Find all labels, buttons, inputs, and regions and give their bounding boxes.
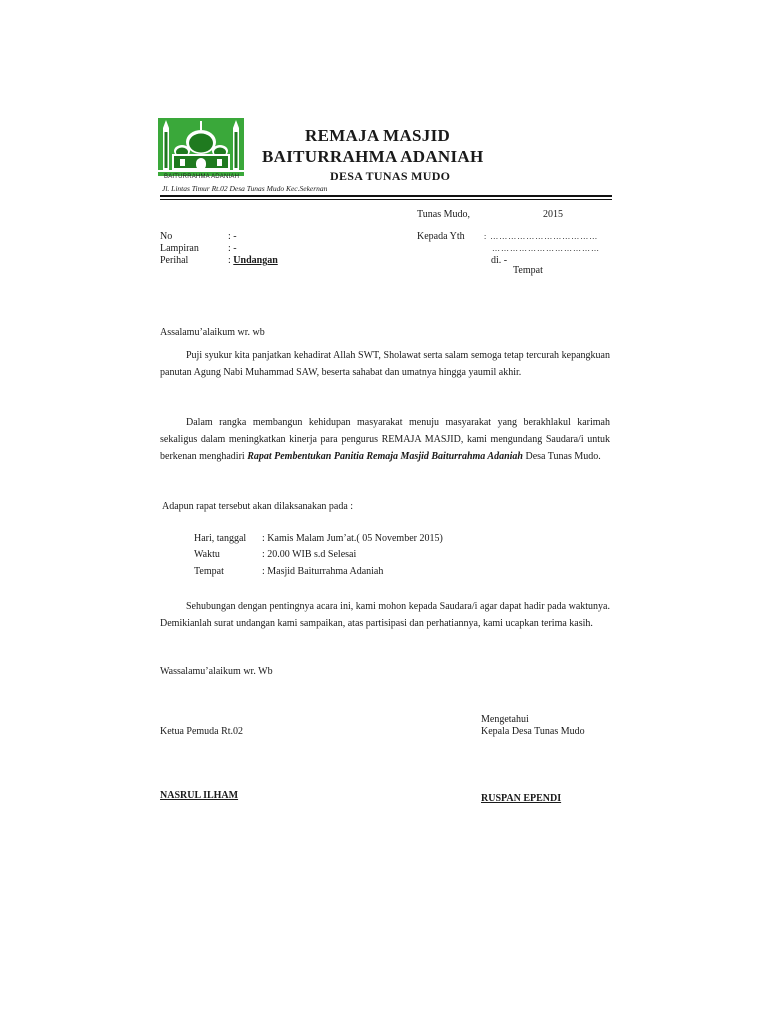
- letter-place: Tunas Mudo,: [417, 209, 470, 220]
- paragraph-opening-text: Puji syukur kita panjatkan kehadirat Allah SWT, Sholawat serta salam semoga tetap tercurah kepangkuan panutan Agung Nabi Muhammad SAW, beserta sahabat dan umatnya hingga yaumil akhir.: [160, 350, 610, 378]
- greeting: Assalamu’alaikum wr. wb: [160, 327, 265, 338]
- recipient-line-2: ………………………………: [492, 244, 600, 253]
- closing-greeting: Wassalamu’alaikum wr. Wb: [160, 666, 273, 677]
- paragraph-invitation: [160, 414, 610, 465]
- logo-caption: BAITURRAHMA ADANIAH: [164, 174, 240, 180]
- paragraph-invitation-end: Desa Tunas Mudo.: [522, 451, 601, 462]
- paragraph-invitation-text: Dalam rangka membangun kehidupan masyarakat menuju masyarakat yang berakhlakul karimah sekaligus dalam meningkatkan kinerja para pengurus REMAJA MASJID, kami mengundang Saudara/i untuk berkenan menghadiri: [160, 417, 610, 462]
- letterhead-organization: BAITURRAHMA ADANIAH: [262, 147, 484, 166]
- number-value: : -: [228, 231, 237, 242]
- recipient-label: Kepada Yth: [417, 231, 465, 242]
- meeting-name: Rapat Pembentukan Panitia Remaja Masjid Baiturrahma Adaniah: [247, 451, 523, 462]
- recipient-place: Tempat: [513, 265, 543, 276]
- signatory-right-title: Kepala Desa Tunas Mudo: [481, 726, 585, 737]
- letterhead-address: Jl. Lintas Timur Rt.02 Desa Tunas Mudo Kec.Sekernan: [162, 184, 328, 193]
- acknowledged-label: Mengetahui: [481, 714, 529, 725]
- detail-time-label: Waktu: [194, 549, 220, 560]
- subject-colon: :: [228, 255, 231, 266]
- signatory-left-title: Ketua Pemuda Rt.02: [160, 726, 244, 737]
- detail-place-value: : Masjid Baiturrahma Adaniah: [262, 566, 384, 577]
- subject-label: Perihal: [160, 255, 189, 266]
- signatory-right-name: RUSPAN EPENDI: [481, 793, 562, 804]
- subject-text: Undangan: [233, 255, 278, 266]
- attachment-value: : -: [228, 243, 237, 254]
- paragraph-opening: [160, 347, 610, 381]
- recipient-at: di. -: [491, 255, 508, 266]
- paragraph-closing: [160, 598, 610, 632]
- detail-time-value: : 20.00 WIB s.d Selesai: [262, 549, 357, 560]
- letterhead-title: REMAJA MASJID: [305, 126, 451, 145]
- letterhead-divider: [160, 195, 612, 200]
- recipient-line-1: : ………………………………: [484, 232, 599, 241]
- detail-day-value: : Kamis Malam Jum’at.( 05 November 2015): [262, 533, 443, 544]
- letterhead-village: DESA TUNAS MUDO: [330, 169, 451, 183]
- detail-day-label: Hari, tanggal: [194, 533, 247, 544]
- detail-place-label: Tempat: [194, 566, 224, 577]
- paragraph-closing-text: Sehubungan dengan pentingnya acara ini, kami mohon kepada Saudara/i agar dapat hadir pada waktunya. Demikianlah surat undangan kami sampaikan, atas partisipasi dan perhatiannya, kami ucapkan terima kasih.: [160, 601, 610, 629]
- subject-value: [228, 255, 278, 267]
- letter-year: 2015: [543, 209, 563, 220]
- signatory-left-name: NASRUL ILHAM: [160, 790, 239, 801]
- number-label: No: [160, 231, 173, 242]
- paragraph-schedule-intro: Adapun rapat tersebut akan dilaksanakan pada :: [162, 501, 354, 512]
- attachment-label: Lampiran: [160, 243, 199, 254]
